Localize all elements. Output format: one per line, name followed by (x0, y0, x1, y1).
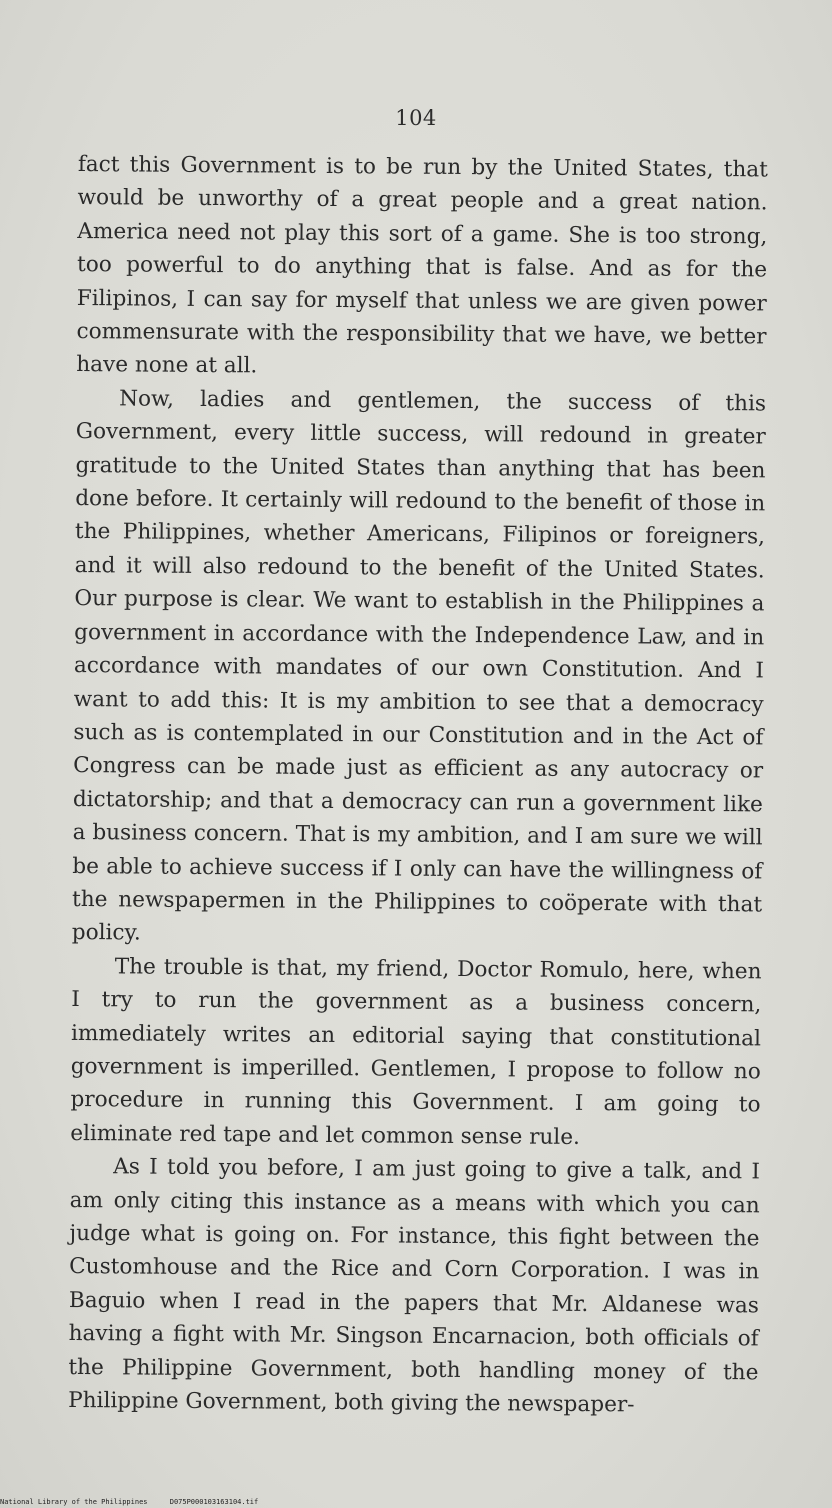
footer-library: National Library of the Philippines (0, 1498, 148, 1506)
scan-footer (0, 1498, 276, 1506)
body-text (68, 148, 768, 1423)
paragraph-continuation: fact this Government is to be run by the United States, that would be unworthy of a great people and a great nation. America need not play this sort of a game. She is too strong, too powerful to do anything that is false. And as for the Filipinos, I can say for myself that unless we are given power commensurate with the responsibility that we have, we better have none at all. (76, 151, 768, 379)
page-number: 104 (395, 106, 437, 130)
paragraph-success: Now, ladies and gentlemen, the success of this Government, every little success, will redound in greater gratitude to the United States than anything that has been done before. It certainly will redound to the benefit of those in the Philippines, whether Americans, Filipinos or foreigners, and it will also redound to the benefit of the United States. Our purpose is clear. We want to establish in the Philippines a government in accordance with the Independence Law, and in accordance with mandates of our own Constitution. And I want to add this: It is my ambition to see that a democracy such as is contemplated in our Constitution and in the Act of Congress can be made just as efficient as any autocracy or dictatorship; and that a democracy can run a government like a business concern. That is my ambition, and I am sure we will be able to achieve success if I only can have the willingness of the newspapermen in the Philippines to coöperate with that policy. (71, 386, 767, 946)
footer-file: D075P000103163104.tif (169, 1498, 259, 1506)
paragraph-instance: As I told you before, I am just going to give a talk, and I am only citing this instance as a means with which you can judge what is going on. For instance, this fight between the Customhouse and the Rice and Corn Corporation. I was in Baguio when I read in the papers that Mr. Aldanese was having a fight with Mr. Singson Encarnacion, both officials of the Philippine Government, both handling money of the Philippine Government, both giving the newspaper- (68, 1154, 761, 1418)
paragraph-trouble: The trouble is that, my friend, Doctor Romulo, here, when I try to run the government as a business concern, immediately writes an editorial saying that constitutional government is imperilled. Gentlemen, I propose to follow no procedure in running this Government. I am going to eliminate red tape and let common sense rule. (70, 954, 762, 1150)
